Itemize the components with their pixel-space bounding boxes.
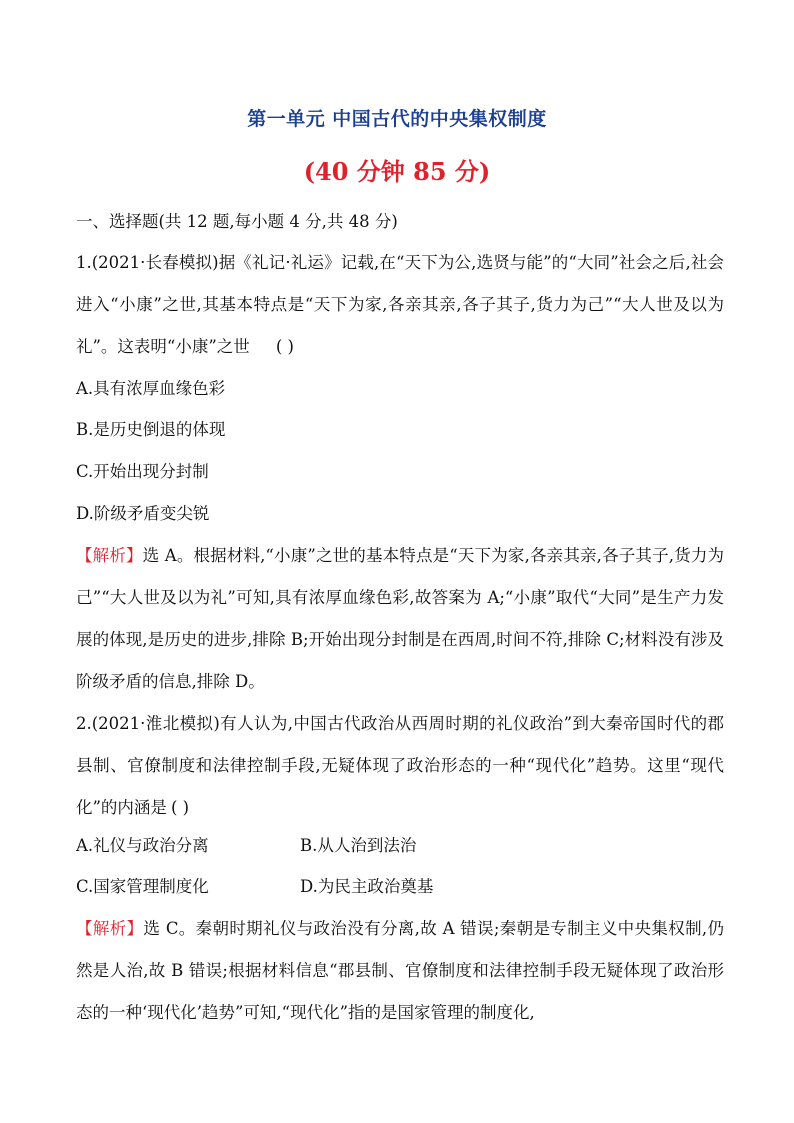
- analysis-text: 选 C。秦朝时期礼仪与政治没有分离,故 A 错误;秦朝是专制主义中央集权制,仍然是人治,故 B 错误;根据材料信息“郡县制、官僚制度和法律控制手段无疑体现了政治形态的一种‘现代化’趋势”可知,“现代化”指的是国家管理的制度化,: [76, 919, 725, 1022]
- question-2-text: 2.(2021·淮北模拟)有人认为,中国古代政治从西周时期的礼仪政治”到大秦帝国时代的郡县制、官僚制度和法律控制手段,无疑体现了政治形态的一种“现代化”趋势。这里“现代化”的内涵是: [76, 714, 724, 817]
- question-1-stem: [76, 242, 724, 368]
- question-2-stem: [76, 703, 724, 829]
- answer-bracket: ( ): [275, 337, 294, 356]
- question-2-analysis: [76, 908, 724, 1034]
- question-1-analysis: [76, 535, 724, 703]
- unit-title: 第一单元 中国古代的中央集权制度: [247, 108, 547, 130]
- answer-bracket: ( ): [170, 798, 190, 817]
- question-1-option-d: D.阶级矛盾变尖锐: [76, 504, 210, 523]
- analysis-tag: 【解析】: [76, 919, 144, 938]
- question-1-text: 1.(2021·长春模拟)据《礼记·礼运》记载,在“天下为公,选贤与能”的“大同”社会之后,社会进入“小康”之世,其基本特点是“天下为家,各亲其亲,各子其子,货力为己”“大人世及以为礼”。这表明“小康”之世: [76, 253, 724, 356]
- analysis-text: 选 A。根据材料,“小康”之世的基本特点是“天下为家,各亲其亲,各子其子,货力为己”“大人世及以为礼”可知,具有浓厚血缘色彩,故答案为 A;“小康”取代“大同”是生产力发展的体现,是历史的进步,排除 B;开始出现分封制是在西周,时间不符,排除 C;材料没有涉及阶级矛盾的信息,排除 D。: [76, 546, 724, 691]
- question-1-option-b: B.是历史倒退的体现: [76, 420, 226, 439]
- section-heading: 一、选择题(共 12 题,每小题 4 分,共 48 分): [76, 212, 398, 231]
- question-2-option-a: A.礼仪与政治分离: [76, 836, 209, 855]
- question-1-option-c: C.开始出现分封制: [76, 462, 209, 481]
- analysis-tag: 【解析】: [76, 546, 143, 565]
- question-2-option-c: C.国家管理制度化: [76, 877, 209, 896]
- question-2-option-b: B.从人治到法治: [300, 836, 417, 855]
- exam-time-score: (40 分钟 85 分): [303, 157, 491, 186]
- question-1-option-a: A.具有浓厚血缘色彩: [76, 379, 226, 398]
- question-2-option-d: D.为民主政治奠基: [300, 877, 434, 896]
